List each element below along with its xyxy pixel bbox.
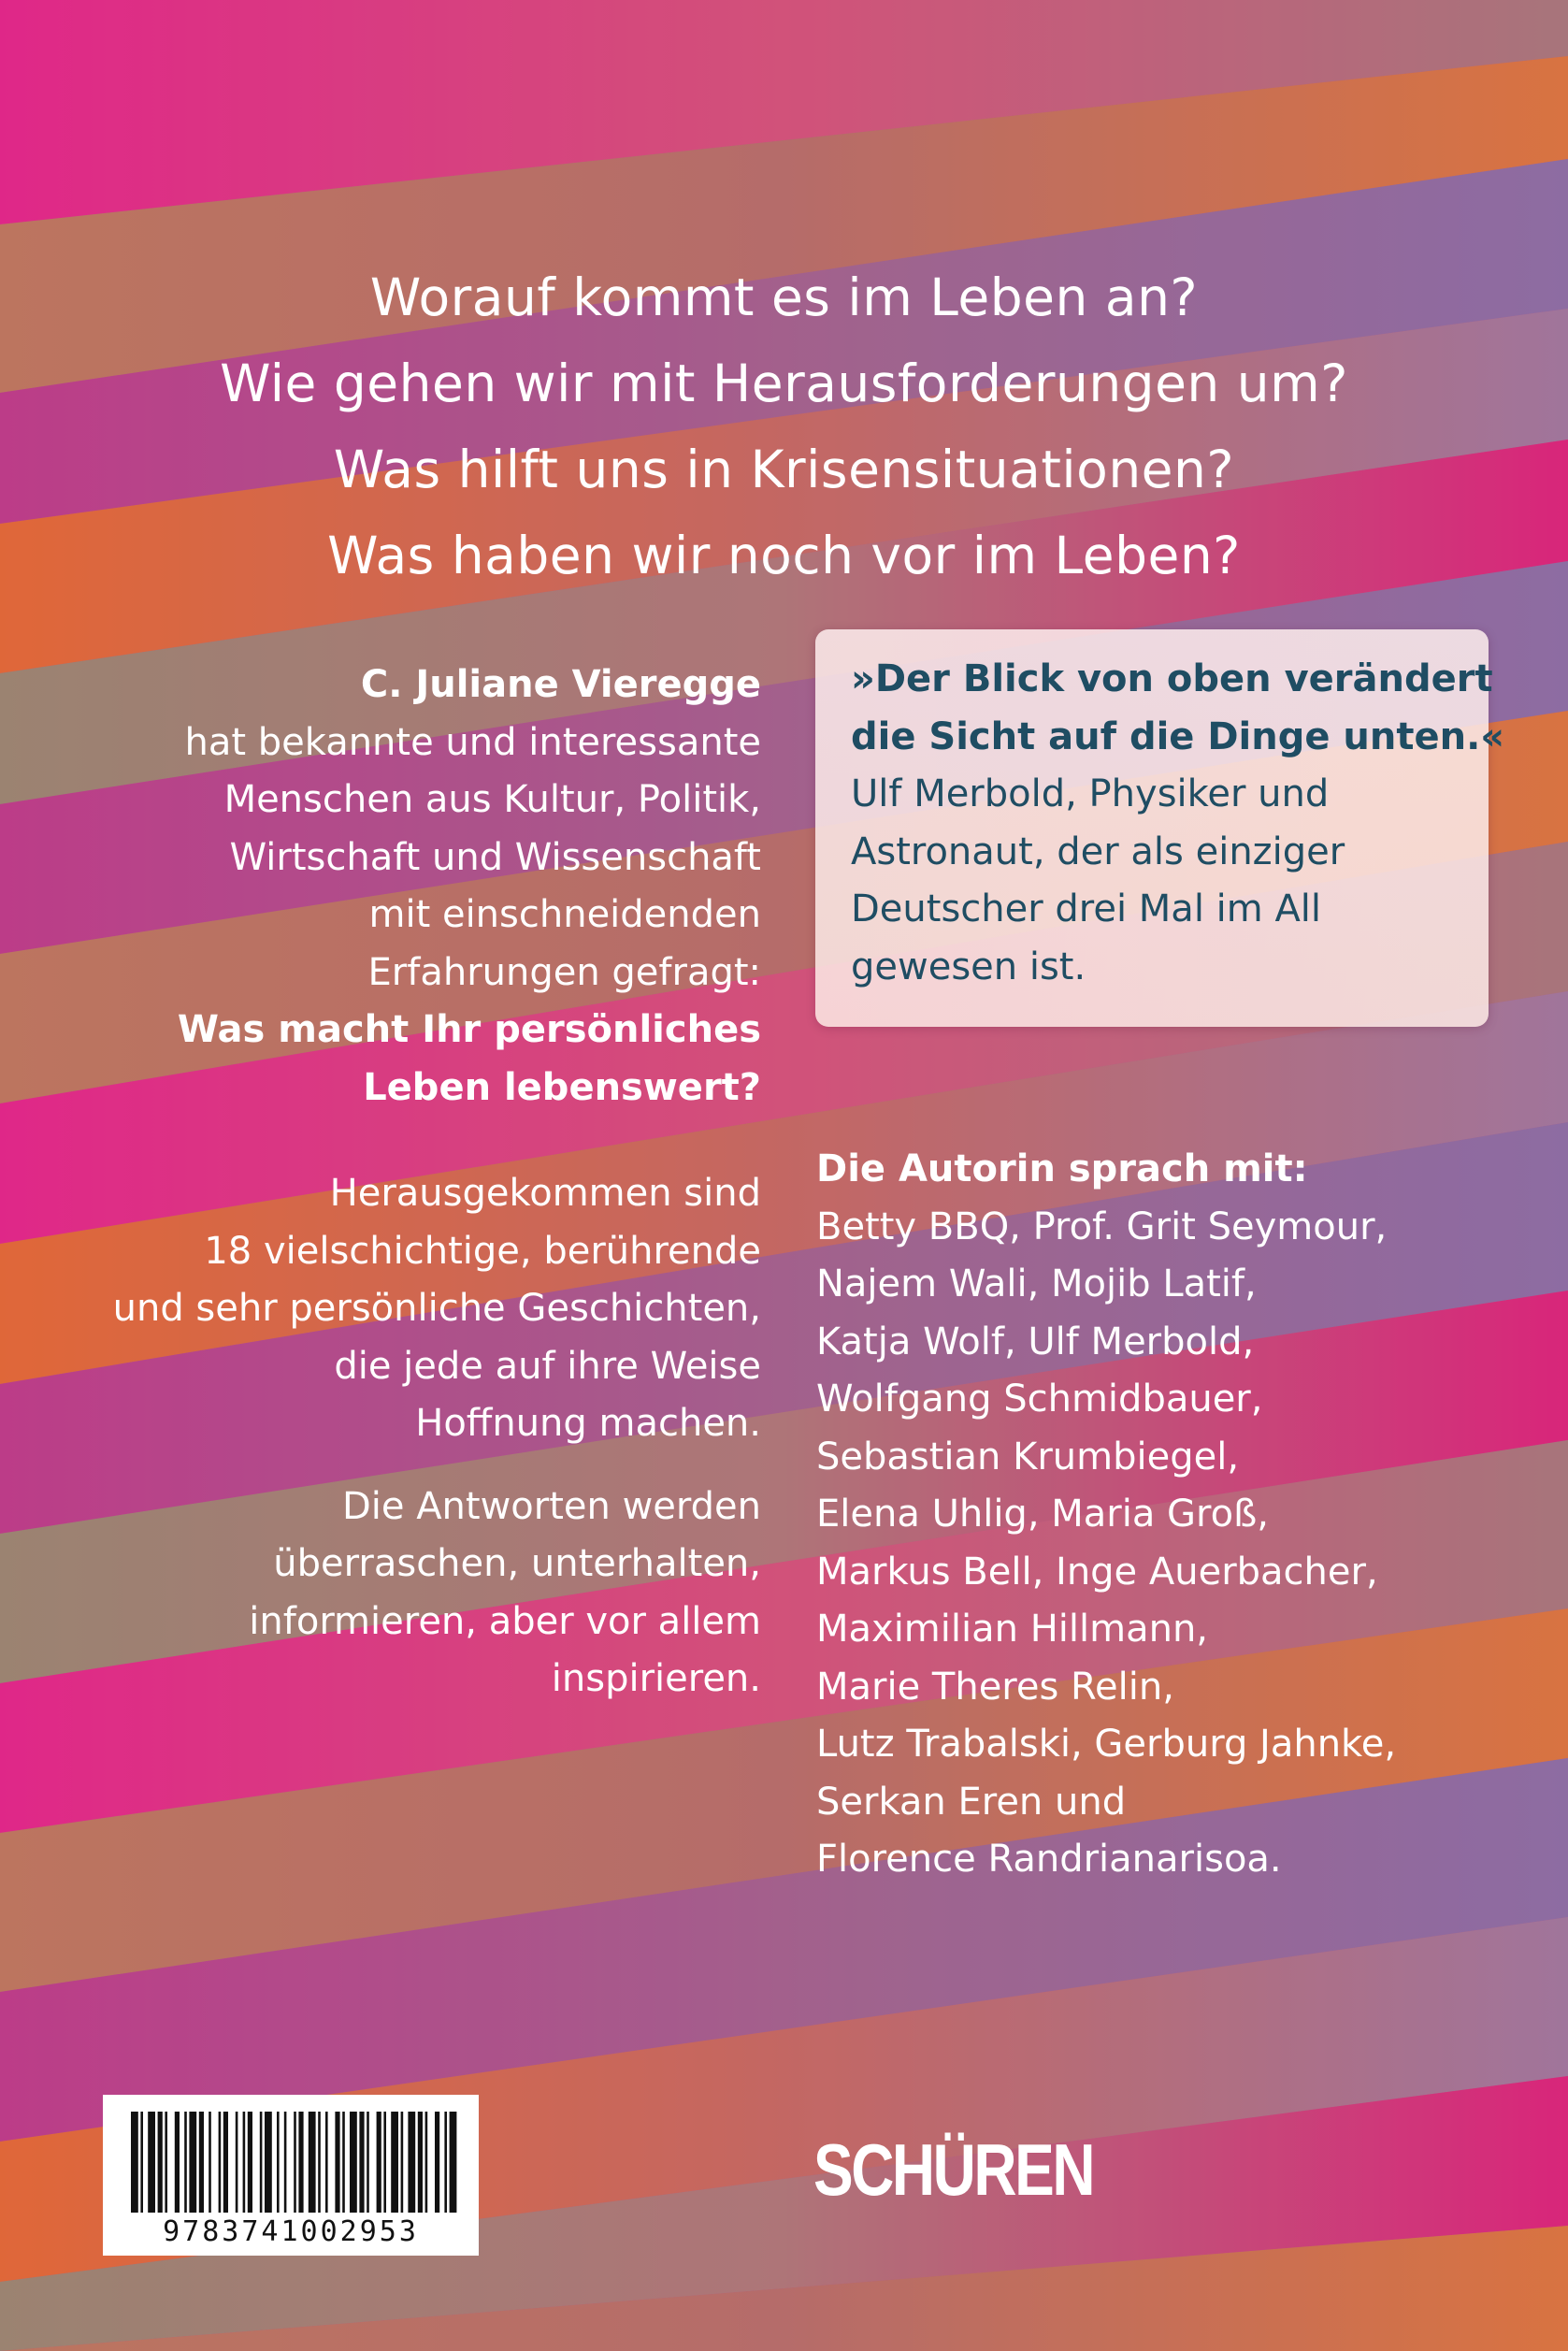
description-paragraph <box>107 1165 761 1453</box>
barcode-bar <box>383 2112 386 2213</box>
question-line: Was haben wir noch vor im Leben? <box>327 526 1241 585</box>
barcode-bar <box>450 2112 457 2213</box>
key-question-line: Was macht Ihr persönliches <box>177 1008 761 1051</box>
interviewee-line: Najem Wali, Mojib Latif, <box>816 1262 1257 1305</box>
intro-line: Menschen aus Kultur, Politik, <box>223 778 761 821</box>
barcode-bar <box>342 2112 345 2213</box>
barcode-bar <box>277 2112 280 2213</box>
paragraph-line: Die Antworten werden <box>341 1484 761 1528</box>
barcode-bar <box>425 2112 428 2213</box>
interviewee-line: Katja Wolf, Ulf Merbold, <box>816 1320 1255 1363</box>
paragraph-line: überraschen, unterhalten, <box>273 1542 761 1585</box>
barcode-bar <box>418 2112 423 2213</box>
key-question-line: Leben lebenswert? <box>363 1065 761 1109</box>
interviewee-list <box>816 1141 1396 1889</box>
interviewee-line: Marie Theres Relin, <box>816 1665 1174 1709</box>
question-line: Worauf kommt es im Leben an? <box>369 267 1199 327</box>
intro-line: Wirtschaft und Wissenschaft <box>229 835 761 879</box>
interviewee-line: Serkan Eren und <box>816 1780 1127 1824</box>
barcode-bar <box>335 2112 339 2213</box>
barcode-bar <box>219 2112 222 2213</box>
barcode-bar <box>298 2112 303 2213</box>
interviewee-line: Elena Uhlig, Maria Groß, <box>816 1493 1270 1536</box>
barcode-bar <box>367 2112 369 2213</box>
interviewee-line: Sebastian Krumbiegel, <box>816 1435 1240 1478</box>
quote-line: die Sicht auf die Dinge unten.« <box>851 714 1505 758</box>
paragraph-line: und sehr persönliche Geschichten, <box>112 1287 761 1330</box>
author-intro <box>107 656 761 1117</box>
description-paragraph <box>107 1478 761 1709</box>
paragraph-line: informieren, aber vor allem <box>249 1599 761 1643</box>
barcode-bar <box>184 2112 187 2213</box>
barcode-bar <box>284 2112 287 2213</box>
interviewee-line: Betty BBQ, Prof. Grit Seymour, <box>816 1204 1388 1248</box>
interviewee-line: Maximilian Hillmann, <box>816 1608 1209 1651</box>
barcode-bar <box>158 2112 163 2213</box>
quote-source-line: Astronaut, der als einziger <box>851 829 1345 873</box>
barcode-bar <box>408 2112 415 2213</box>
paragraph-line: Hoffnung machen. <box>415 1402 761 1445</box>
barcode-bar <box>189 2112 196 2213</box>
intro-line: mit einschneidenden <box>368 893 761 936</box>
interviewee-heading: Die Autorin sprach mit: <box>816 1147 1308 1190</box>
headline-questions <box>0 254 1568 599</box>
barcode-bar <box>391 2112 398 2213</box>
barcode-bar <box>260 2112 263 2213</box>
barcode-bar <box>294 2112 296 2213</box>
barcode-bar <box>377 2112 381 2213</box>
quote-box <box>815 629 1505 1027</box>
barcode-bar <box>401 2112 404 2213</box>
barcode-bar <box>350 2112 357 2213</box>
interviewee-line: Markus Bell, Inge Auerbacher, <box>816 1550 1378 1594</box>
paragraph-line: inspirieren. <box>551 1657 761 1700</box>
interviewee-line: Florence Randrianarisoa. <box>816 1838 1282 1881</box>
author-name: C. Juliane Vieregge <box>360 663 761 706</box>
isbn-digits: 9783741002953 <box>163 2215 419 2248</box>
quote-line: »Der Blick von oben verändert <box>851 657 1493 700</box>
barcode-bar <box>148 2112 155 2213</box>
barcode-bar <box>131 2112 138 2213</box>
barcode-bar <box>175 2112 180 2213</box>
intro-line: Erfahrungen gefragt: <box>367 950 761 994</box>
quote-source-line: Deutscher drei Mal im All <box>851 887 1322 930</box>
isbn-barcode <box>103 2095 479 2256</box>
barcode-bar <box>236 2112 238 2213</box>
intro-line: hat bekannte und interessante <box>184 720 761 764</box>
barcode-bar <box>318 2112 321 2213</box>
publisher-logo: SCHÜREN <box>813 2128 1094 2211</box>
barcode-bar <box>209 2112 211 2213</box>
barcode-bar <box>223 2112 228 2213</box>
paragraph-line: die jede auf ihre Weise <box>334 1344 761 1388</box>
barcode-bar <box>359 2112 364 2213</box>
paragraph-line: Herausgekommen sind <box>329 1172 761 1215</box>
quote-source-line: Ulf Merbold, Physiker und <box>851 772 1330 815</box>
quote-source-line: gewesen ist. <box>851 945 1086 988</box>
paragraph-line: 18 vielschichtige, berührende <box>204 1229 761 1273</box>
question-line: Wie gehen wir mit Herausforderungen um? <box>220 353 1348 413</box>
book-description <box>107 656 761 1709</box>
barcode-bar <box>165 2112 167 2213</box>
barcode-bar <box>444 2112 447 2213</box>
interviewee-line: Wolfgang Schmidbauer, <box>816 1377 1263 1421</box>
barcode-bar <box>309 2112 316 2213</box>
barcode-bar <box>199 2112 204 2213</box>
barcode-bar <box>325 2112 328 2213</box>
barcode-bar <box>265 2112 272 2213</box>
interviewee-line: Lutz Trabalski, Gerburg Jahnke, <box>816 1723 1397 1766</box>
question-line: Was hilft uns in Krisensituationen? <box>333 440 1235 499</box>
barcode-bar <box>243 2112 246 2213</box>
barcode-bar <box>248 2112 252 2213</box>
barcode-bar <box>435 2112 439 2213</box>
barcode-bar <box>140 2112 143 2213</box>
